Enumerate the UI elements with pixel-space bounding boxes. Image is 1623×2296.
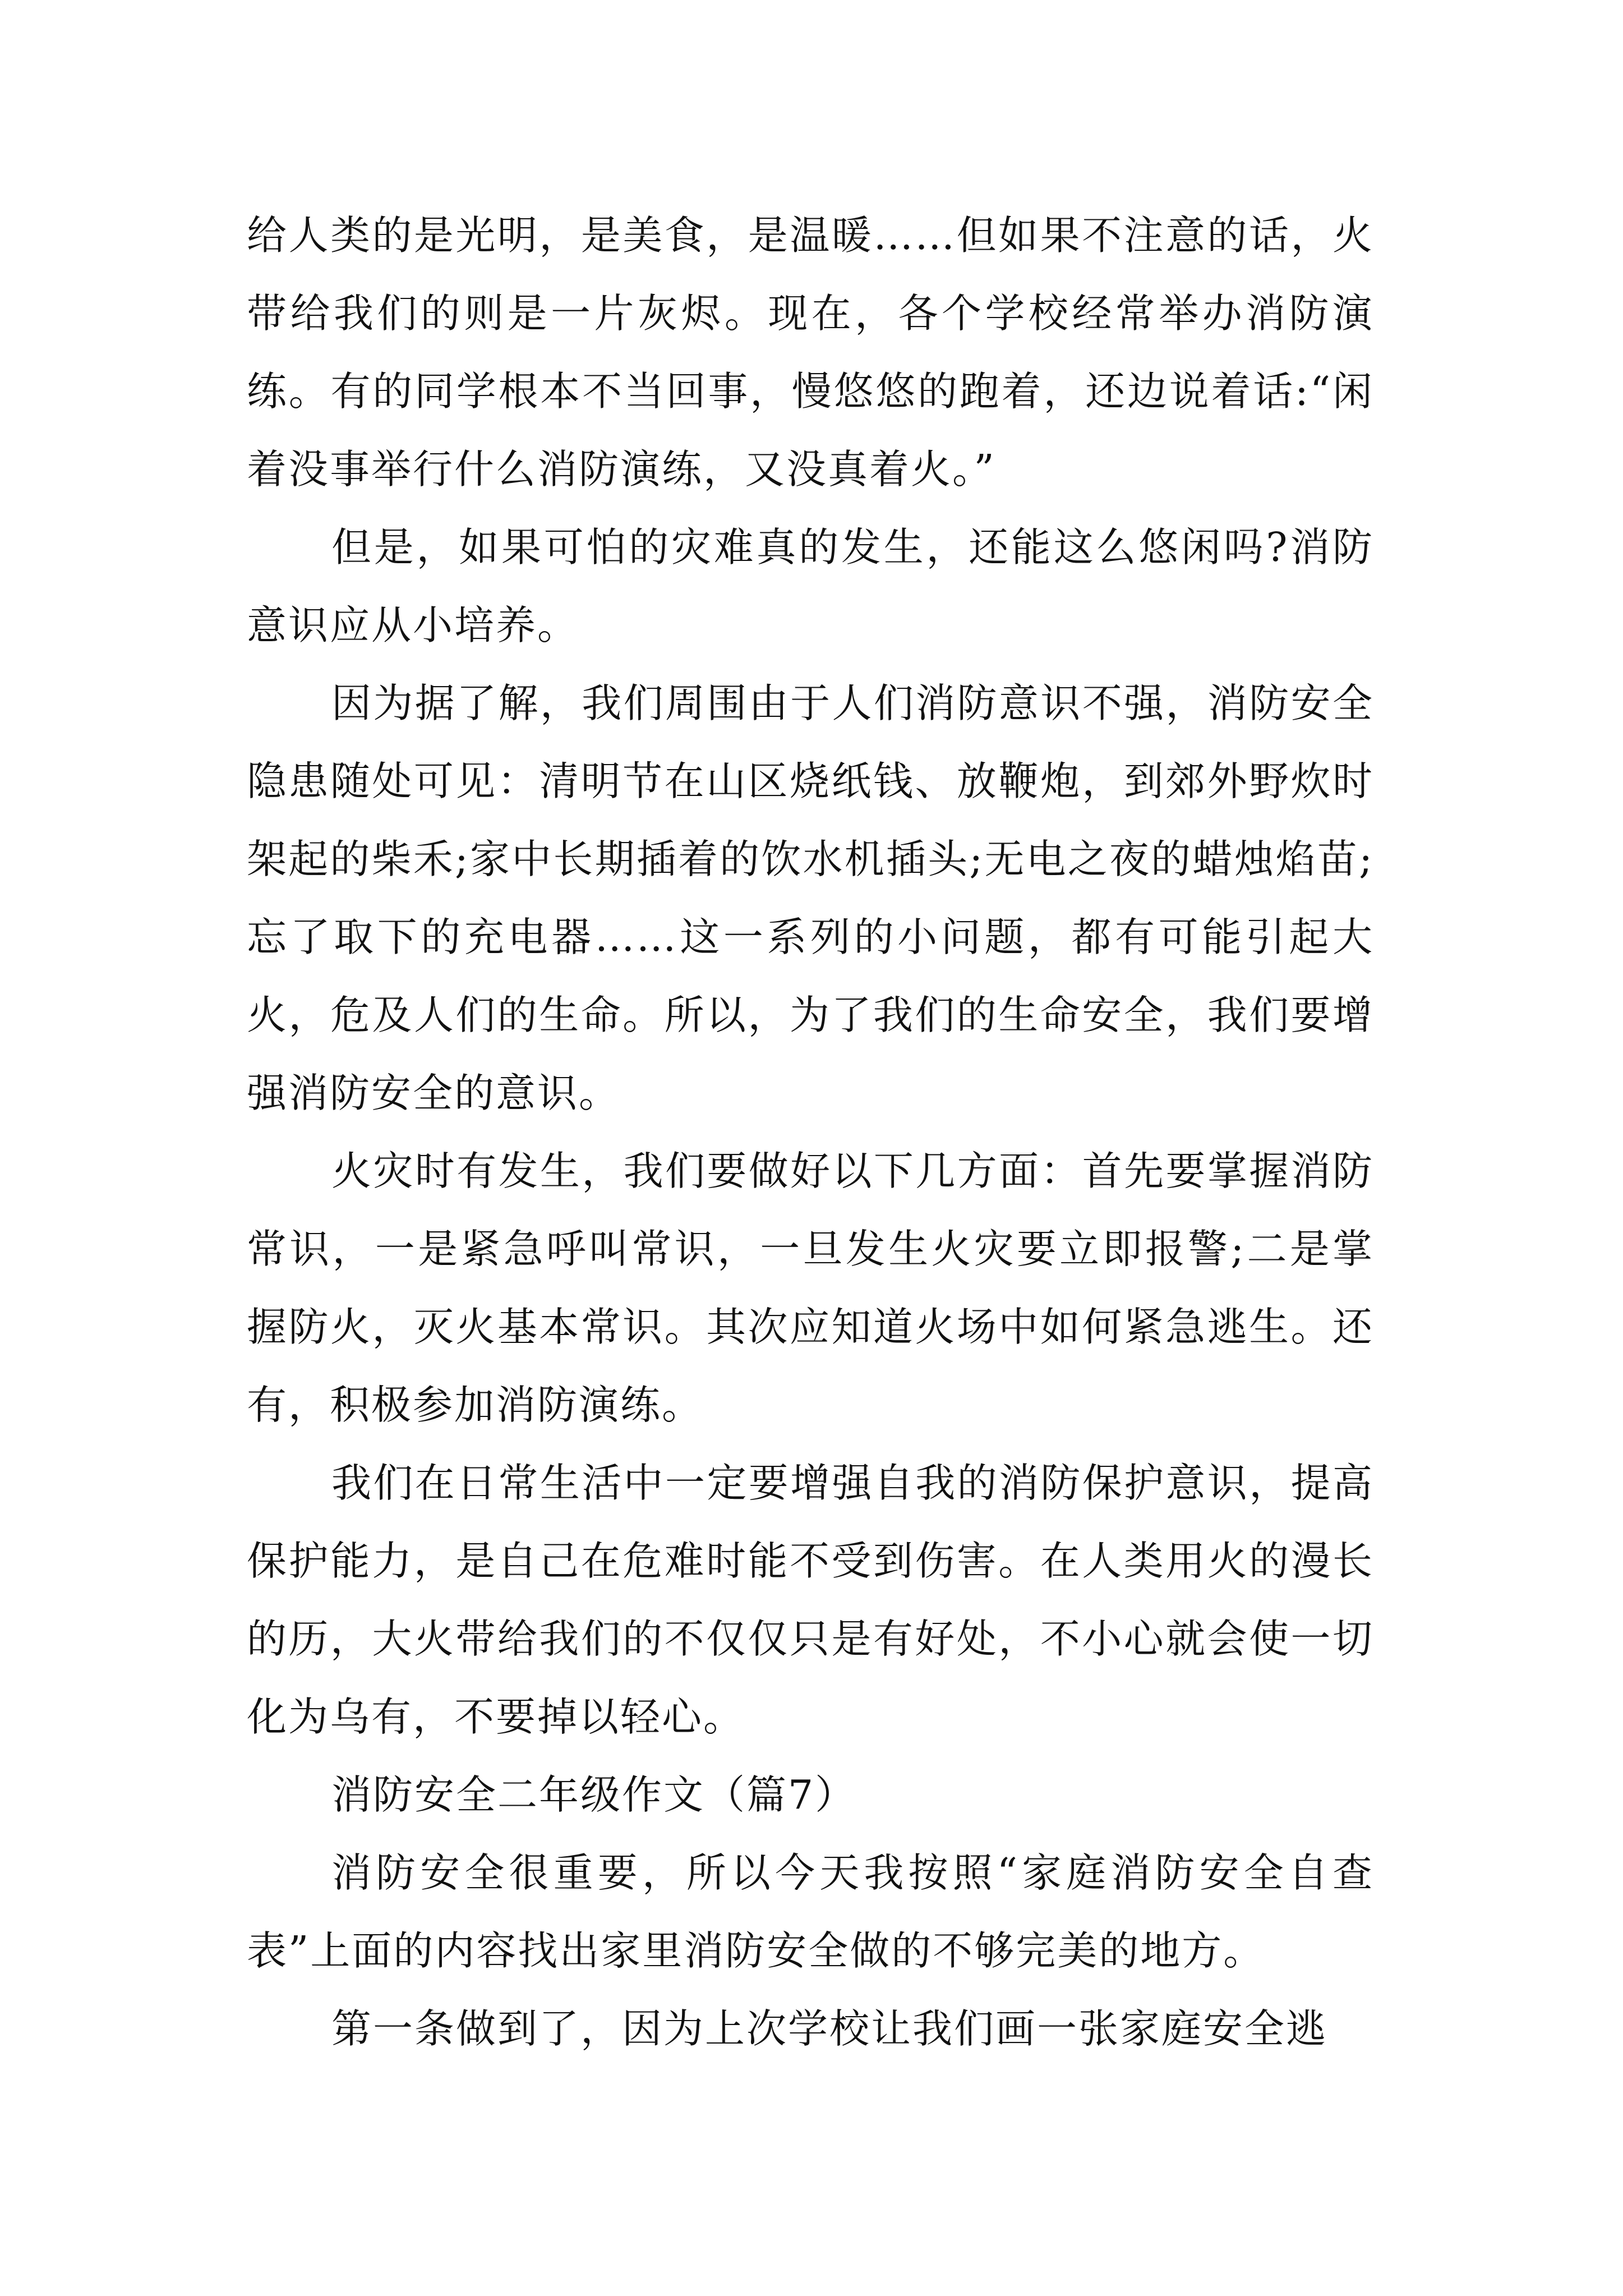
document-body (247, 196, 1374, 2068)
paragraph-3: 因为据了解，我们周围由于人们消防意识不强，消防安全隐患随处可见：清明节在山区烧纸钱、放鞭炮，到郊外野炊时架起的柴禾;家中长期插着的饮水机插头;无电之夜的蜡烛焰苗;忘了取下的充电器……这一系列的小问题，都有可能引起大火，危及人们的生命。所以，为了我们的生命安全，我们要增强消防安全的意识。 (247, 680, 1374, 1116)
section-heading: 消防安全二年级作文（篇7） (331, 1772, 857, 1818)
paragraph-2: 但是，如果可怕的灾难真的发生，还能这么悠闲吗?消防意识应从小培养。 (247, 524, 1374, 648)
paragraph-7: 第一条做到了，因为上次学校让我们画一张家庭安全逃 (331, 2005, 1328, 2052)
paragraph-5: 我们在日常生活中一定要增强自我的消防保护意识，提高保护能力，是自己在危难时能不受到伤害。在人类用火的漫长的历，大火带给我们的不仅仅只是有好处，不小心就会使一切化为乌有，不要掉以轻心。 (247, 1460, 1374, 1740)
paragraph-1: 给人类的是光明，是美食，是温暖……但如果不注意的话，火带给我们的则是一片灰烬。现在，各个学校经常举办消防演练。有的同学根本不当回事，慢悠悠的跑着，还边说着话:“闲着没事举行什么消防演练，又没真着火。” (247, 212, 1374, 493)
paragraph-4: 火灾时有发生，我们要做好以下几方面：首先要掌握消防常识，一是紧急呼叫常识，一旦发生火灾要立即报警;二是掌握防火，灭火基本常识。其次应知道火场中如何紧急逃生。还有，积极参加消防演练。 (247, 1148, 1374, 1428)
paragraph-6: 消防安全很重要，所以今天我按照“家庭消防安全自查表”上面的内容找出家里消防安全做的不够完美的地方。 (247, 1849, 1374, 1974)
